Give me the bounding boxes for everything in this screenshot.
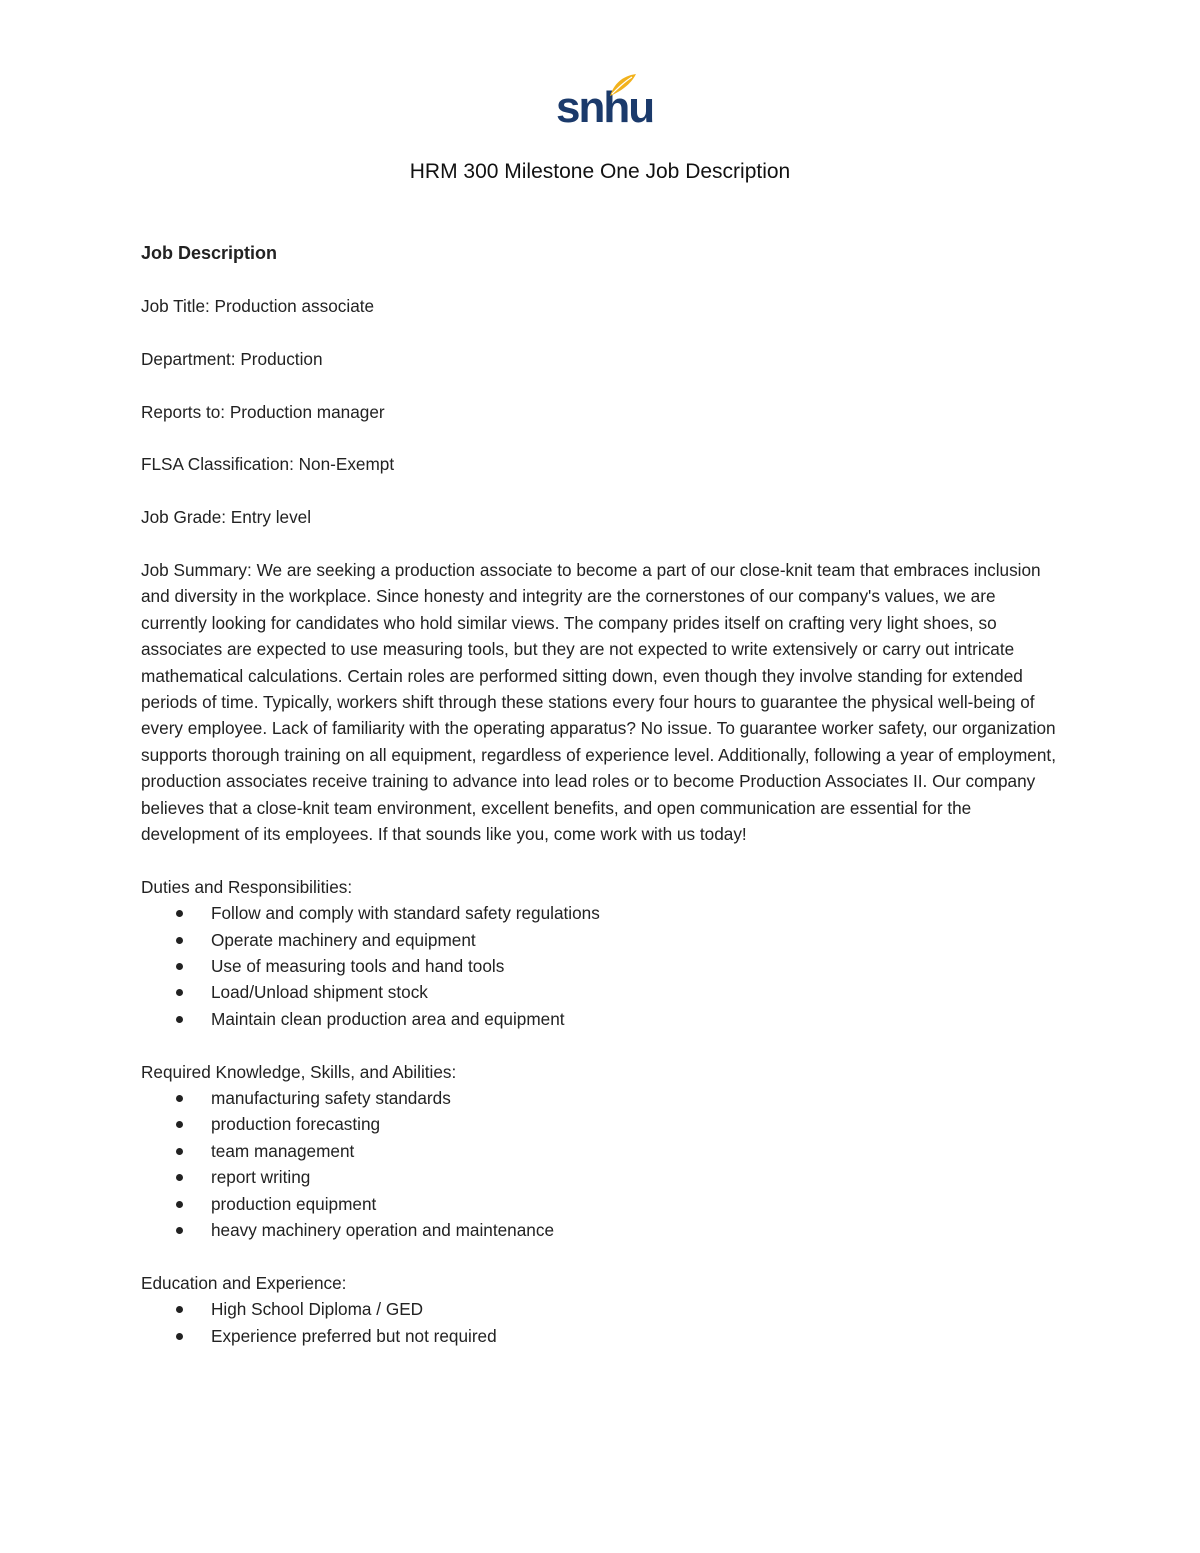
bullet-icon <box>176 1121 183 1128</box>
bullet-icon <box>176 937 183 944</box>
logo-wordmark: snhu <box>556 83 654 132</box>
field-flsa-classification: FLSA Classification: Non-Exempt <box>141 454 395 475</box>
ksa-heading: Required Knowledge, Skills, and Abilities: <box>141 1061 457 1082</box>
list-item: production forecasting <box>141 1111 1056 1137</box>
field-reports-to: Reports to: Production manager <box>141 401 385 422</box>
education-heading: Education and Experience: <box>141 1272 347 1293</box>
list-item: Load/Unload shipment stock <box>141 979 1056 1005</box>
bullet-icon <box>176 1201 183 1208</box>
ksa-list <box>141 1085 1056 1243</box>
bullet-icon <box>176 910 183 917</box>
document-title: HRM 300 Milestone One Job Description <box>409 160 791 183</box>
bullet-icon <box>176 963 183 970</box>
list-item: report writing <box>141 1164 1056 1190</box>
duties-heading: Duties and Responsibilities: <box>141 876 353 897</box>
list-item: manufacturing safety standards <box>141 1085 1056 1111</box>
bullet-icon <box>176 1174 183 1181</box>
list-item: heavy machinery operation and maintenance <box>141 1217 1056 1243</box>
job-summary: Job Summary: We are seeking a production associate to become a part of our close-knit team that embraces inclusion and diversity in the workplace. Since honesty and integrity are the cornerstones of our company's values, we are currently looking for candidates who hold similar views. The company prides itself on crafting very light shoes, so associates are expected to use measuring tools, but they are not expected to write extensively or carry out intricate mathematical calculations. Certain roles are performed sitting down, even though they involve standing for extended periods of time. Typically, workers shift through these stations every four hours to guarantee the physical well-being of every employee. Lack of familiarity with the operating apparatus? No issue. To guarantee worker safety, our organization supports thorough training on all equipment, regardless of experience level. Additionally, following a year of employment, production associates receive training to advance into lead roles or to become Production Associates II. Our company believes that a close-knit team environment, excellent benefits, and open communication are essential for the development of its employees. If that sounds like you, come work with us today! <box>141 559 1056 845</box>
list-item: Use of measuring tools and hand tools <box>141 953 1056 979</box>
section-heading: Job Description <box>141 243 278 263</box>
field-job-title: Job Title: Production associate <box>141 296 375 316</box>
list-item: Follow and comply with standard safety regulations <box>141 900 1056 926</box>
list-item: High School Diploma / GED <box>141 1296 1056 1322</box>
document-body <box>141 240 1056 1376</box>
bullet-icon <box>176 1333 183 1340</box>
bullet-icon <box>176 1095 183 1102</box>
leaf-icon <box>608 72 638 98</box>
list-item: Operate machinery and equipment <box>141 927 1056 953</box>
field-job-grade: Job Grade: Entry level <box>141 507 312 528</box>
bullet-icon <box>176 989 183 996</box>
list-item: Experience preferred but not required <box>141 1323 1056 1349</box>
list-item: Maintain clean production area and equipment <box>141 1006 1056 1032</box>
duties-list <box>141 900 1056 1032</box>
education-list <box>141 1296 1056 1349</box>
bullet-icon <box>176 1148 183 1155</box>
bullet-icon <box>176 1227 183 1234</box>
list-item: team management <box>141 1138 1056 1164</box>
snhu-logo <box>556 72 654 134</box>
bullet-icon <box>176 1016 183 1023</box>
bullet-icon <box>176 1306 183 1313</box>
list-item: production equipment <box>141 1191 1056 1217</box>
field-department: Department: Production <box>141 348 323 369</box>
